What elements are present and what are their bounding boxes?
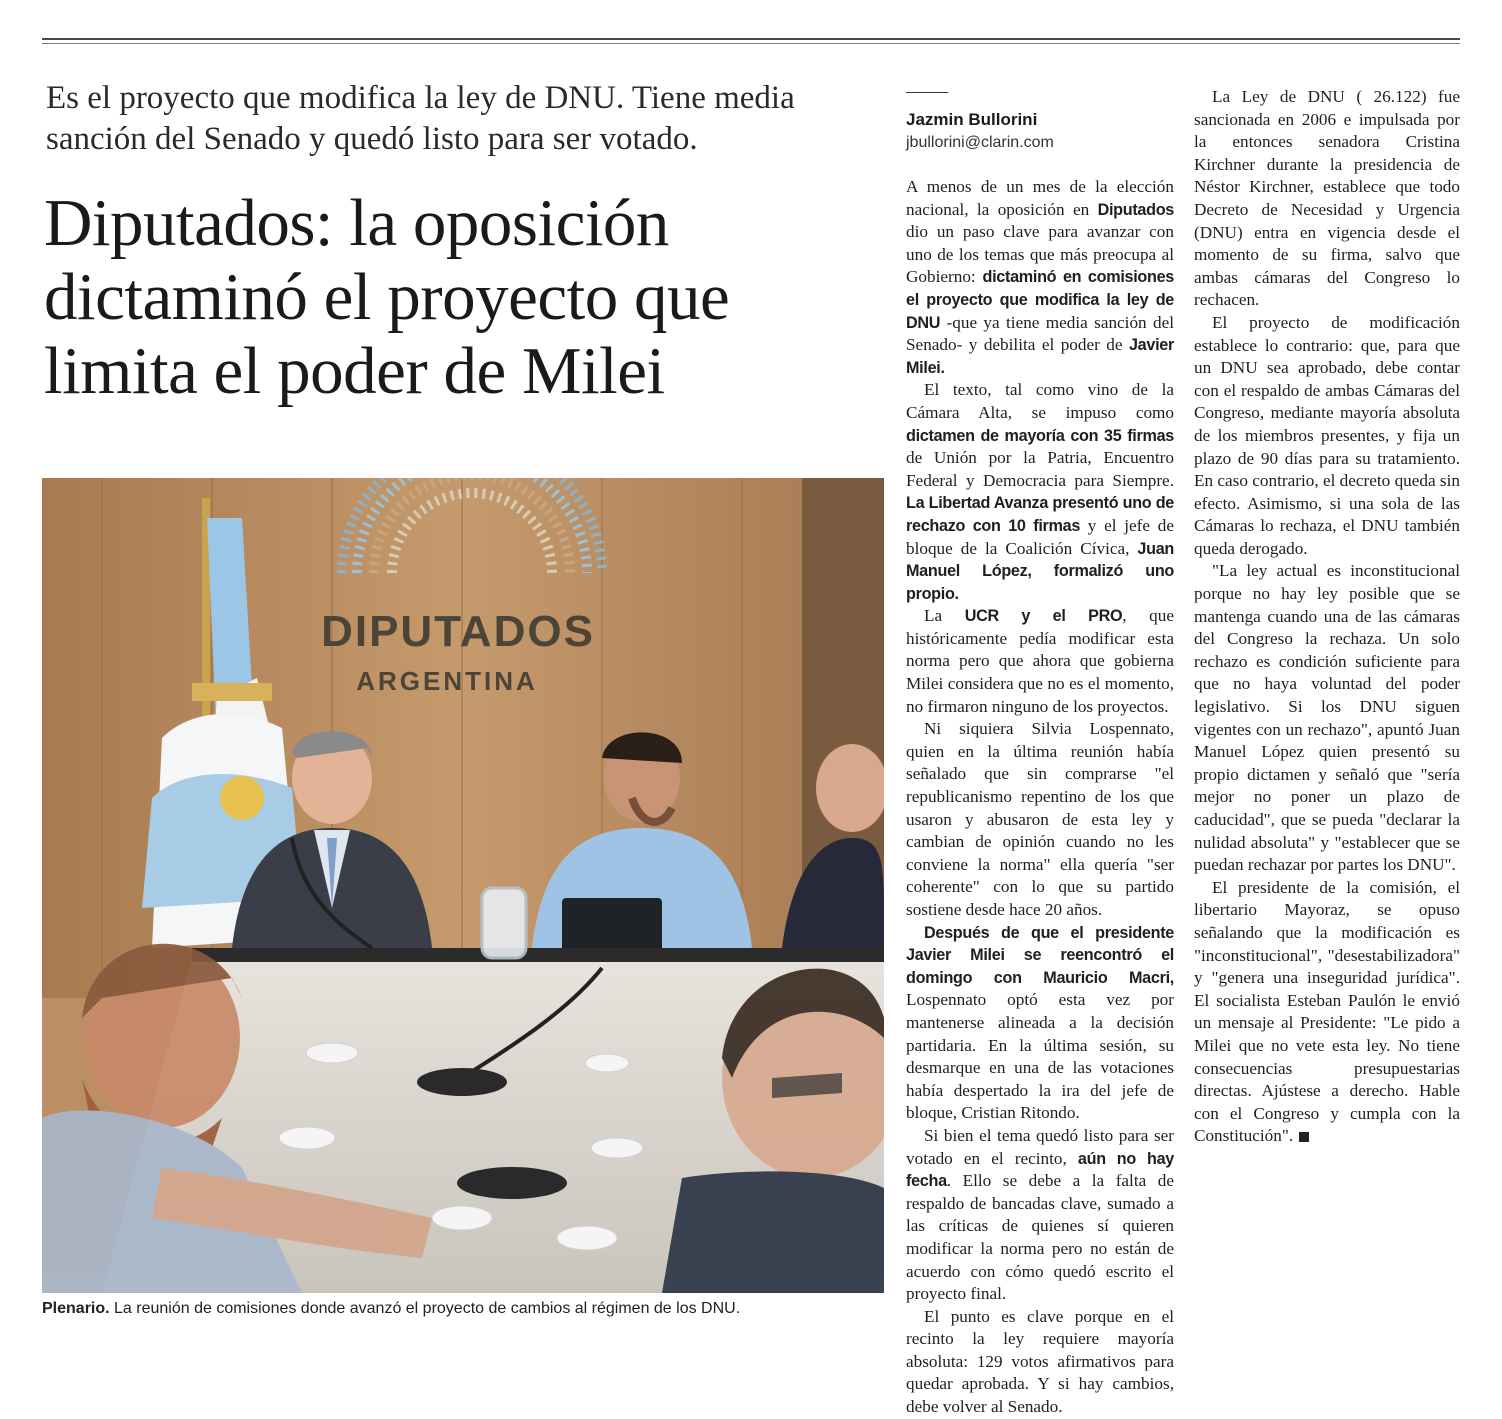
headline: Diputados: la oposición dictaminó el proyecto que limita el poder de Milei <box>44 186 730 408</box>
caption-label: Plenario. <box>42 1300 110 1317</box>
end-mark-icon <box>1299 1132 1309 1142</box>
paragraph: A menos de un mes de la elección nacional, la oposición en Diputados dio un paso clave para avanzar con uno de los temas que más preocupa al Gobierno: dictaminó en comisiones el proyecto que modifica la ley de DNU -que ya tiene media sanción del Senado- y debilita el poder de Javier Milei. <box>906 177 1174 377</box>
author-email: jbullorini@clarin.com <box>906 134 1054 151</box>
top-rule-thin <box>42 43 1460 44</box>
photo-caption <box>42 1298 892 1320</box>
wall-subtitle: ARGENTINA <box>356 666 538 696</box>
paragraph: El punto es clave porque en el recinto la ley requiere mayoría absoluta: 129 votos afirmativos para quedar aprobada. Y si hay cambios, debe volver al Senado. <box>906 1306 1174 1417</box>
top-rule <box>42 38 1460 40</box>
article-column-2 <box>1194 86 1460 1148</box>
paragraph: La UCR y el PRO, que históricamente pedía modificar esta norma pero que ahora que gobierna Milei considera que no es el momento, no firmaron ninguno de los proyectos. <box>906 606 1174 716</box>
paragraph: El presidente de la comisión, el libertario Mayoraz, se opuso señalando que la modificación es "inconstitucional", "desestabilizadora" y "genera una inseguridad jurídica". El socialista Esteban Paulón le envió un mensaje al Presidente: "Le pido a Milei que no vete esta ley. No tiene consecuencias presupuestarias directas. Ajústese a derecho. Hable con el Congreso y cumpla con la Constitución". <box>1194 877 1460 1146</box>
paragraph: El proyecto de modificación establece lo contrario: que, para que un DNU sea aprobado, debe contar con el respaldo de ambas Cámaras del Congreso, mediante mayoría absoluta de los miembros presentes, y fija un plazo de 90 días para su tratamiento. En caso contrario, el decreto queda sin efecto. Asimismo, si una sola de las Cámaras lo rechaza, el DNU también queda derogado. <box>1194 312 1460 558</box>
kicker: Es el proyecto que modifica la ley de DNU. Tiene media sanción del Senado y quedó listo para ser votado. <box>46 80 795 157</box>
paragraph: Ni siquiera Silvia Lospennato, quien en la última reunión había señalado que sin comprarse "el republicanismo repentino de los que usaron y abusaron de esta ley y cambian de opinión cuando no les conviene la norma" ella quería "ser coherente" con lo que su partido sostiene desde hace 20 años. <box>906 719 1174 919</box>
article-column-1 <box>906 176 1174 1419</box>
caption-text: La reunión de comisiones donde avanzó el proyecto de cambios al régimen de los DNU. <box>109 1300 741 1317</box>
paragraph: "La ley actual es inconstitucional porque no hay ley posible que se mantenga cuando una de las cámaras del Congreso la rechaza. Un solo rechazo es condición suficiente para que no haya voluntad del poder legislativo. Si los DNU siguen vigentes con un rechazo", apuntó Juan Manuel López quien presentó su propio dictamen y señaló que "sería mejor no poner un plazo de caducidad", que se pueda "declarar la nulidad absoluta" y "establecer que se puedan rechazar por partes los DNU". <box>1194 561 1460 875</box>
paragraph: El texto, tal como vino de la Cámara Alta, se impuso como dictamen de mayoría con 35 firmas de Unión por la Patria, Encuentro Federal y Democracia para Siempre. La Libertad Avanza presentó uno de rechazo con 10 firmas y el jefe de bloque de la Coalición Cívica, Juan Manuel López, formalizó uno propio. <box>906 380 1174 603</box>
paragraph: La Ley de DNU ( 26.122) fue sancionada en 2006 e impulsada por la entonces senadora Cristina Kirchner durante la presidencia de Néstor Kirchner, establece que todo Decreto de Necesidad y Urgencia (DNU) entra en vigencia desde el momento de su firma, salvo que ambas cámaras del Congreso lo rechacen. <box>1194 87 1460 310</box>
paragraph: Si bien el tema quedó listo para ser votado en el recinto, aún no hay fecha. Ello se debe a la falta de respaldo de bancadas clave, sumado a las críticas de quienes sí quieren modificar la norma pero no están de acuerdo con cómo quedó escrito el proyecto final. <box>906 1125 1174 1304</box>
article-photo <box>42 478 884 1293</box>
author-name: Jazmin Bullorini <box>906 110 1038 129</box>
byline-rule <box>906 92 948 93</box>
paragraph: Después de que el presidente Javier Milei se reencontró el domingo con Mauricio Macri, Lospennato optó esta vez por mantenerse alineada a la decisión partidaria. En la última sesión, su desmarque en una de las votaciones había despertado la ira del jefe de bloque, Cristian Ritondo. <box>906 923 1174 1123</box>
wall-title: DIPUTADOS <box>321 607 595 656</box>
